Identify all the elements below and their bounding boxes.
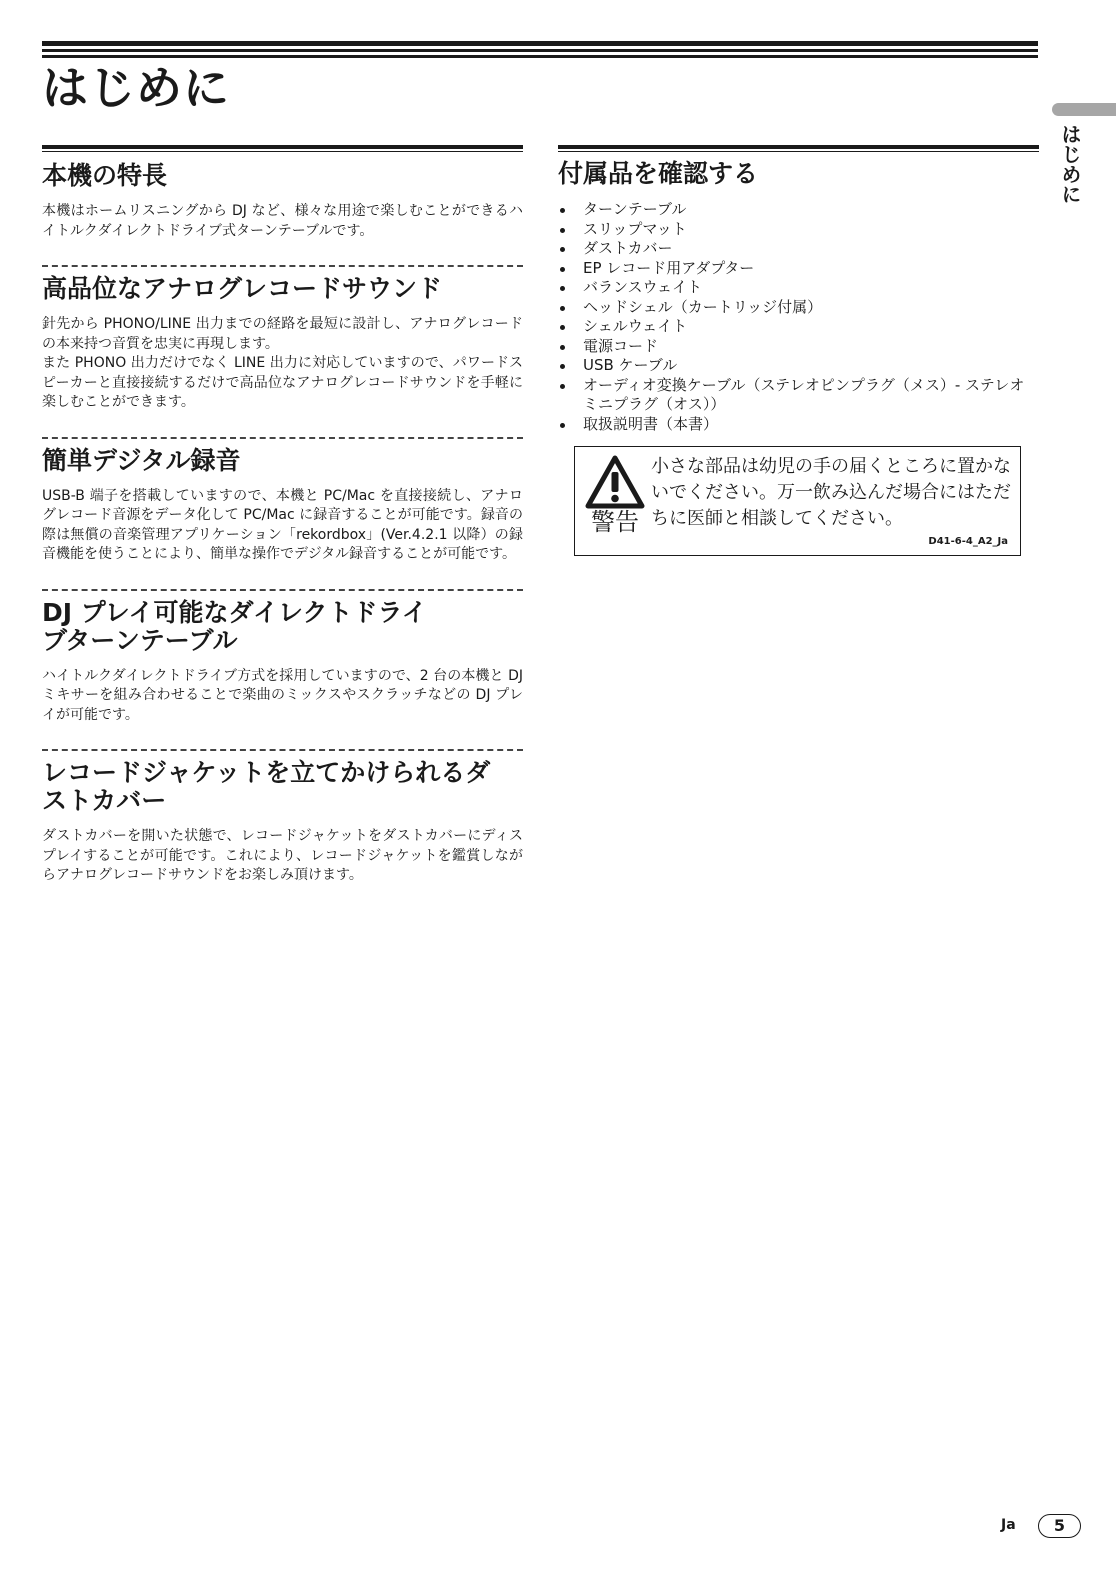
side-tab-label: はじめに: [1058, 124, 1082, 204]
language-label: Ja: [1001, 1517, 1016, 1533]
list-item: スリップマット: [558, 220, 1039, 240]
page-number: 5: [1038, 1514, 1081, 1538]
warning-label: 警告: [591, 508, 639, 536]
page-title: はじめに: [42, 61, 230, 115]
list-item: シェルウェイト: [558, 317, 1039, 337]
section-heading: レコードジャケットを立てかけられるダストカバー: [42, 758, 491, 815]
list-item: ダストカバー: [558, 239, 1039, 259]
warning-text: 小さな部品は幼児の手の届くところに置かないでください。万一飲み込んだ場合にはただちに医師と相談してください。: [651, 456, 1011, 529]
left-column: [42, 145, 523, 886]
contents-list: [558, 200, 1039, 434]
dashed-divider: [42, 265, 523, 267]
right-column: [558, 145, 1039, 434]
section-body: 針先から PHONO/LINE 出力までの経路を最短に設計し、アナログレコードの本来持つ音質を忠実に再現します。 また PHONO 出力だけでなく LINE 出力に対応していますので、パワードスピーカーと直接接続するだけで高品位なアナログレコードサウンドを手軽に楽しむことができます。: [42, 316, 523, 410]
section-heading: 高品位なアナログレコードサウンド: [42, 274, 443, 303]
warning-triangle-icon: [584, 454, 646, 510]
list-item: 電源コード: [558, 337, 1039, 357]
section-rule: [558, 145, 1039, 152]
dashed-divider: [42, 749, 523, 751]
list-item: オーディオ変換ケーブル（ステレオピンプラグ（メス）- ステレオミニプラグ（オス））: [558, 376, 1039, 415]
contents-heading: 付属品を確認する: [558, 159, 759, 188]
side-tab: [1052, 103, 1116, 116]
warning-box: [574, 446, 1021, 556]
section-body: ダストカバーを開いた状態で、レコードジャケットをダストカバーにディスプレイすることが可能です。これにより、レコードジャケットを鑑賞しながらアナログレコードサウンドをお楽しみ頂けます。: [42, 828, 523, 883]
section-body: USB-B 端子を搭載していますので、本機と PC/Mac を直接接続し、アナログレコード音源をデータ化して PC/Mac に録音することが可能です。録音の際は無償の音楽管理アプリケーション「rekordbox」(Ver.4.2.1 以降）の録音機能を使うことにより、簡単な操作でデジタル録音することが可能です。: [42, 487, 523, 562]
list-item: USB ケーブル: [558, 356, 1039, 376]
section-body: ハイトルクダイレクトドライブ方式を採用していますので、2 台の本機と DJ ミキサーを組み合わせることで楽曲のミックスやスクラッチなどの DJ プレイが可能です。: [42, 667, 523, 723]
list-item: EP レコード用アダプター: [558, 259, 1039, 279]
section-rule: [42, 145, 523, 152]
list-item: バランスウェイト: [558, 278, 1039, 298]
list-item: ヘッドシェル（カートリッジ付属）: [558, 298, 1039, 318]
dashed-divider: [42, 437, 523, 439]
list-item: ターンテーブル: [558, 200, 1039, 220]
section-heading: 本機の特長: [42, 161, 168, 190]
section-heading: 簡単デジタル録音: [42, 445, 241, 475]
section-heading: DJ プレイ可能なダイレクトドライブターンテーブル: [42, 597, 427, 655]
warning-code: D41-6-4_A2_Ja: [928, 536, 1008, 547]
dashed-divider: [42, 589, 523, 591]
section-body: 本機はホームリスニングから DJ など、様々な用途で楽しむことができるハイトルクダイレクトドライブ式ターンテーブルです。: [42, 203, 523, 239]
list-item: 取扱説明書（本書）: [558, 415, 1039, 435]
